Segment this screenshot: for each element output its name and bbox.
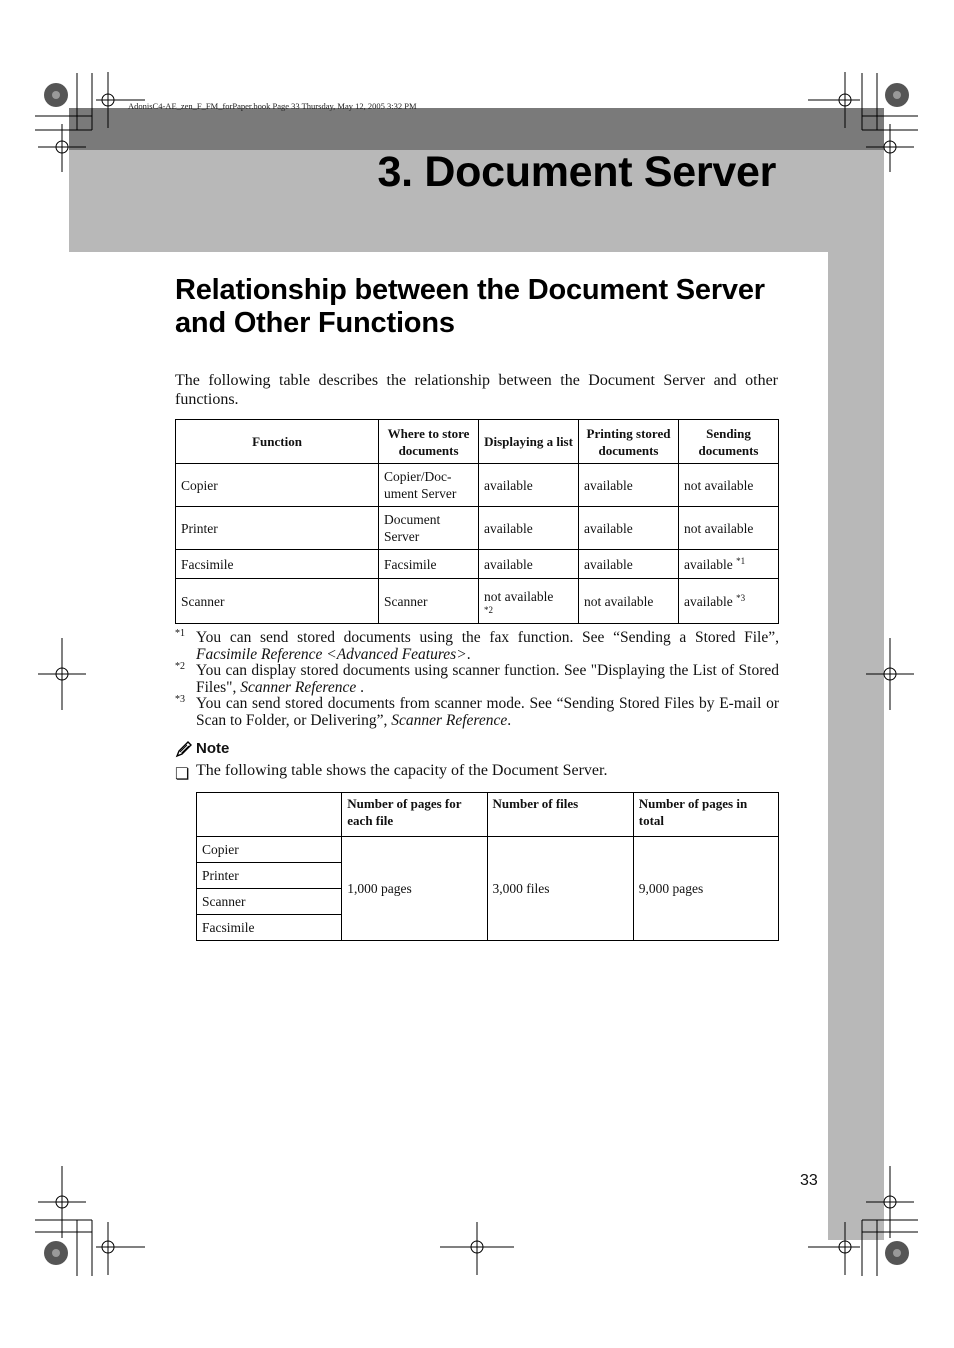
footnote-body: You can display stored documents using scanner function. See "Displaying the List of Stored Files", (196, 662, 779, 696)
footnote-body: You can send stored documents using the fax function. See “Sending a Stored File”, (196, 629, 779, 646)
table-cell: not available (679, 507, 779, 550)
column-header: Number of files (487, 793, 633, 837)
table-cell: 1,000 pages (342, 837, 487, 941)
file-header: AdonisC4-AE_zen_F_FM_forPaper.book Page 33 Thursday, May 12, 2005 3:32 PM (128, 101, 417, 111)
section-title: Relationship between the Document Server and Other Functions (175, 274, 765, 339)
table-cell: available (479, 507, 579, 550)
table-cell: Scanner (197, 889, 342, 915)
page-number: 33 (800, 1172, 818, 1189)
table-cell: available (479, 464, 579, 507)
registration-target-icon (96, 1222, 145, 1275)
footnote-mark: *3 (175, 694, 185, 705)
footnote-mark: *2 (175, 661, 185, 672)
note-item: The following table shows the capacity of the Document Server. (196, 762, 608, 779)
footnote-tail: . (466, 645, 471, 663)
table-cell: Facsimile (176, 550, 379, 579)
registration-target-icon (866, 1166, 914, 1238)
starburst-icon (885, 83, 909, 107)
table-cell: available (479, 550, 579, 579)
column-header: Printing stored documents (579, 420, 679, 464)
column-header: Sending documents (679, 420, 779, 464)
footnote-tail: . (507, 711, 512, 729)
table-cell: available (579, 507, 679, 550)
checkbox-icon: ❏ (175, 766, 190, 783)
registration-target-icon (440, 1222, 514, 1275)
cell-text: not available (484, 588, 554, 604)
chapter-title: 3. Document Server (377, 148, 776, 196)
registration-target-icon (866, 638, 914, 710)
registration-target-icon (38, 124, 86, 172)
footnote-reference: Scanner Reference (391, 711, 508, 729)
table-cell: Printer (197, 863, 342, 889)
registration-target-icon (38, 638, 86, 710)
footnote-reference: Scanner Reference (240, 678, 357, 696)
column-header: Where to store documents (379, 420, 479, 464)
registration-target-icon (808, 72, 860, 128)
table-cell: Facsimile (197, 915, 342, 941)
column-header: Number of pages for each file (342, 793, 487, 837)
footnote-ref: *2 (484, 604, 494, 615)
registration-target-icon (866, 124, 914, 172)
table-cell: Copier/Doc-ument Server (379, 464, 479, 507)
footnote-ref: *3 (736, 592, 746, 603)
starburst-icon (44, 83, 68, 107)
table-cell: Document Server (379, 507, 479, 550)
footnote-mark: *1 (175, 628, 185, 639)
table-cell: Facsimile (379, 550, 479, 579)
table-cell: Copier (197, 837, 342, 863)
cell-text: available (684, 556, 733, 572)
registration-target-icon (96, 72, 145, 128)
table-cell: available (579, 550, 679, 579)
registration-target-icon (808, 1222, 860, 1275)
registration-target-icon (38, 1166, 86, 1238)
footnote-body: You can send stored documents from scanner mode. See “Sending Stored Files by E-mail or Scan to Folder, or Delivering”, (196, 695, 779, 729)
table-cell: Scanner (176, 579, 379, 624)
footnote-ref: *1 (736, 555, 746, 566)
intro-paragraph: The following table describes the relationship between the Document Server and other functions. (175, 372, 778, 408)
starburst-icon (44, 1241, 68, 1265)
column-header: Number of pages in total (633, 793, 778, 837)
table-cell: available (579, 464, 679, 507)
table-cell: not available (579, 579, 679, 624)
table-cell: 3,000 files (487, 837, 633, 941)
footnote-tail: . (356, 678, 365, 696)
footnote-reference: Facsimile Reference <Advanced Features> (196, 645, 467, 663)
table-cell: Copier (176, 464, 379, 507)
column-header: Displaying a list (479, 420, 579, 464)
note-heading: Note (196, 740, 230, 757)
table-cell: not available (679, 464, 779, 507)
column-header: Function (176, 420, 379, 464)
table-cell: Scanner (379, 579, 479, 624)
table-cell: 9,000 pages (633, 837, 778, 941)
cell-text: available (684, 593, 733, 609)
starburst-icon (885, 1241, 909, 1265)
table-cell: Printer (176, 507, 379, 550)
